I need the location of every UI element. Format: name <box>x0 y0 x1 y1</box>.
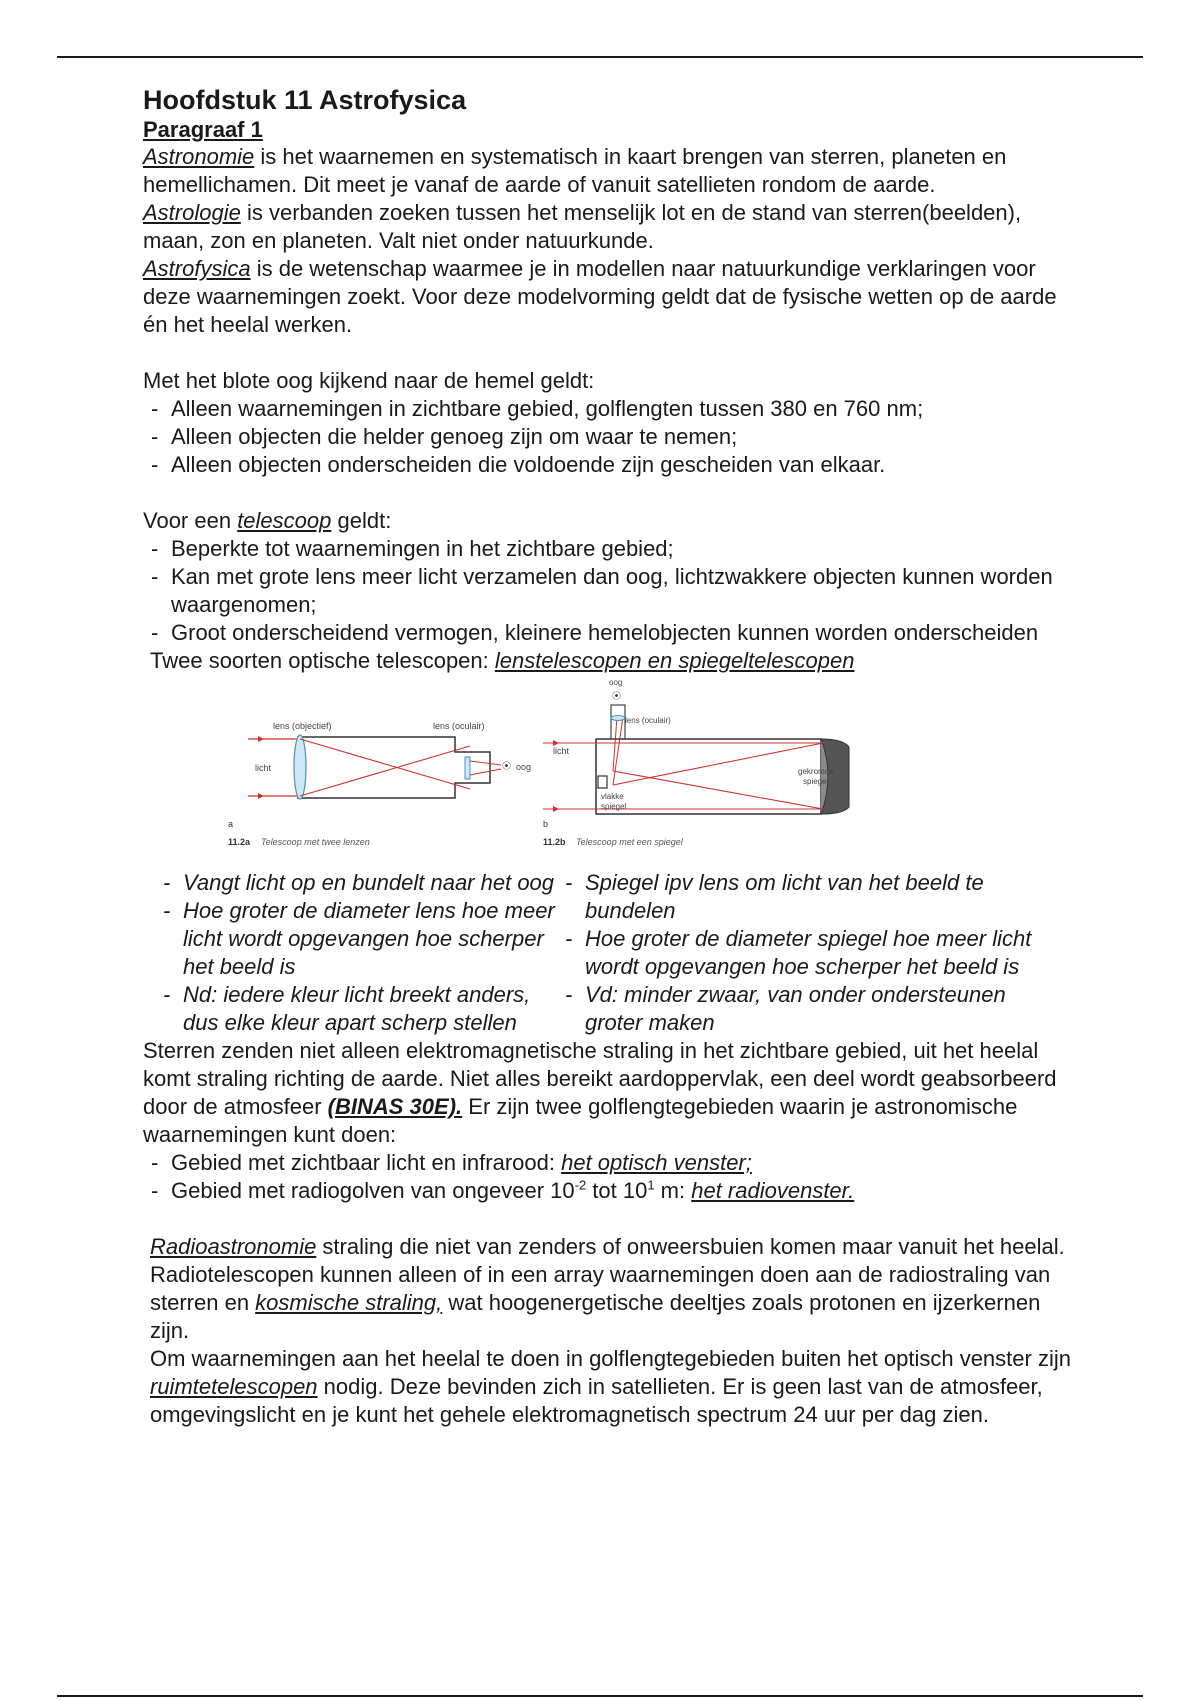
list-item: - Groot onderscheidend vermogen, kleinere hemelobjecten kunnen worden onderscheiden <box>171 619 1083 647</box>
mirror-telescope-notes <box>563 869 1063 1037</box>
naked-eye-list <box>143 395 1083 479</box>
windows-list <box>143 1149 1083 1205</box>
list-item: - Vangt licht op en bundelt naar het oog <box>183 869 563 897</box>
top-rule <box>57 56 1143 58</box>
term-telescoop: telescoop <box>237 508 332 533</box>
radiation-paragraph: Sterren zenden niet alleen elektromagnetische straling in het zichtbare gebied, uit het heelal komt straling richting de aarde. Niet alles bereikt aardoppervlak, een deel wordt geabsorbeerd door de atmosfeer (BINAS 30E). Er zijn twee golflengtegebieden waarin je astronomische waarnemingen kunt doen: <box>143 1038 1057 1147</box>
label-objective: lens (objectief) <box>273 721 332 731</box>
list-item: - Gebied met zichtbaar licht en infrarood: het optisch venster; <box>171 1149 1083 1177</box>
label-letter-b: b <box>543 819 549 829</box>
definition-astronomie: Astronomie is het waarnemen en systematisch in kaart brengen van sterren, planeten en hemellichamen. Dit meet je vanaf de aarde of vanuit satellieten rondom de aarde. <box>143 144 1007 197</box>
page-title: Hoofdstuk 11 Astrofysica <box>143 85 467 115</box>
definition-astrologie: Astrologie is verbanden zoeken tussen het menselijk lot en de stand van sterren(beelden), maan, zon en planeten. Valt niet onder natuurkunde. <box>143 200 1022 253</box>
term-radiovenster: het radiovenster. <box>691 1178 855 1203</box>
document-body <box>143 83 1083 1429</box>
binas-reference: (BINAS 30E). <box>327 1094 463 1119</box>
list-item: - Hoe groter de diameter spiegel hoe meer licht wordt opgevangen hoe scherper het beeld is <box>585 925 1063 981</box>
label-flat-mirror-2: spiegel <box>601 802 627 811</box>
label-letter-a: a <box>228 819 234 829</box>
caption-text-a: Telescoop met twee lenzen <box>261 837 370 847</box>
term-astrofysica: Astrofysica <box>143 256 251 281</box>
section-heading: Paragraaf 1 <box>143 117 263 142</box>
eye-glyph: ⦿ <box>502 761 512 771</box>
label-light-a: licht <box>255 763 272 773</box>
term-radioastronomie: Radioastronomie <box>150 1234 317 1259</box>
objective-lens <box>294 735 306 799</box>
term-optisch-venster: het optisch venster; <box>561 1150 752 1175</box>
label-eye-b: oog <box>609 678 623 687</box>
label-curved-mirror-1: gekromde <box>798 767 834 776</box>
ocular-lens-b <box>611 716 625 721</box>
space-telescope-paragraph: Om waarnemingen aan het heelal te doen in golflengtegebieden buiten het optisch venster zijn ruimtetelescopen nodig. Deze bevinden zich in satellieten. Er is geen last van de atmosfeer, omgevingslicht en je kunt het gehele elektromagnetisch spectrum 24 uur per dag zien. <box>150 1346 1071 1427</box>
label-flat-mirror-1: vlakke <box>601 792 624 801</box>
term-astronomie: Astronomie <box>143 144 255 169</box>
caption-number-a: 11.2a <box>228 837 251 847</box>
mirror-telescope-diagram <box>543 678 849 847</box>
label-ocular-a: lens (oculair) <box>433 721 485 731</box>
list-item: - Alleen objecten onderscheiden die voldoende zijn gescheiden van elkaar. <box>171 451 1083 479</box>
telescope-types: Twee soorten optische telescopen: lenstelescopen en spiegeltelescopen <box>150 648 855 673</box>
caption-text-b: Telescoop met een spiegel <box>576 837 683 847</box>
telescope-diagrams <box>143 677 1083 869</box>
list-item: - Alleen objecten die helder genoeg zijn om waar te nemen; <box>171 423 1083 451</box>
list-item: - Kan met grote lens meer licht verzamelen dan oog, lichtzwakkere objecten kunnen worden waargenomen; <box>171 563 1083 619</box>
comparison-columns <box>143 869 1083 1037</box>
term-astrologie: Astrologie <box>143 200 241 225</box>
telescope-list <box>143 535 1083 647</box>
term-ruimtetelescopen: ruimtetelescopen <box>150 1374 318 1399</box>
flat-mirror <box>598 776 607 788</box>
ocular-lens <box>465 757 470 779</box>
naked-eye-lead: Met het blote oog kijkend naar de hemel geldt: <box>143 368 595 393</box>
list-item: - Gebied met radiogolven van ongeveer $10^{-2}$ tot $10^1$ m: het radiovenster. <box>171 1177 1083 1205</box>
list-item: - Spiegel ipv lens om licht van het beeld te bundelen <box>585 869 1063 925</box>
term-telescope-types: lenstelescopen en spiegeltelescopen <box>494 648 855 673</box>
telescope-figure <box>143 677 1083 869</box>
radio-paragraph: Radioastronomie straling die niet van zenders of onweersbuien komen maar vanuit het heelal. Radiotelescopen kunnen alleen of in een array waarnemingen doen aan de radiostraling van sterren en kosmische straling, wat hoogenergetische deeltjes zoals protonen en ijzerkernen zijn. <box>150 1234 1065 1343</box>
label-curved-mirror-2: spiegel <box>803 777 829 786</box>
caption-number-b: 11.2b <box>543 837 566 847</box>
telescope-lead: Voor een telescoop geldt: <box>143 508 392 533</box>
bottom-rule <box>57 1695 1143 1697</box>
eye-glyph-b: ⦿ <box>612 691 622 701</box>
list-item: - Vd: minder zwaar, van onder ondersteunen groter maken <box>585 981 1063 1037</box>
list-item: - Nd: iedere kleur licht breekt anders, dus elke kleur apart scherp stellen <box>183 981 563 1037</box>
ocular-tube-b <box>611 705 625 739</box>
definition-astrofysica: Astrofysica is de wetenschap waarmee je in modellen naar natuurkundige verklaringen voor deze waarnemingen zoekt. Voor deze modelvorming geldt dat de fysische wetten op de aarde én het heelal werken. <box>143 256 1057 337</box>
term-kosmische-straling: kosmische straling, <box>255 1290 443 1315</box>
list-item: - Hoe groter de diameter lens hoe meer licht wordt opgevangen hoe scherper het beeld is <box>183 897 563 981</box>
label-ocular-b: lens (oculair) <box>625 716 671 725</box>
list-item: - Beperkte tot waarnemingen in het zichtbare gebied; <box>171 535 1083 563</box>
list-item: - Alleen waarnemingen in zichtbare gebied, golflengten tussen 380 en 760 nm; <box>171 395 1083 423</box>
label-light-b: licht <box>553 746 570 756</box>
label-eye-a: oog <box>516 762 532 772</box>
lens-telescope-diagram <box>228 721 531 847</box>
lens-telescope-notes <box>143 869 563 1037</box>
